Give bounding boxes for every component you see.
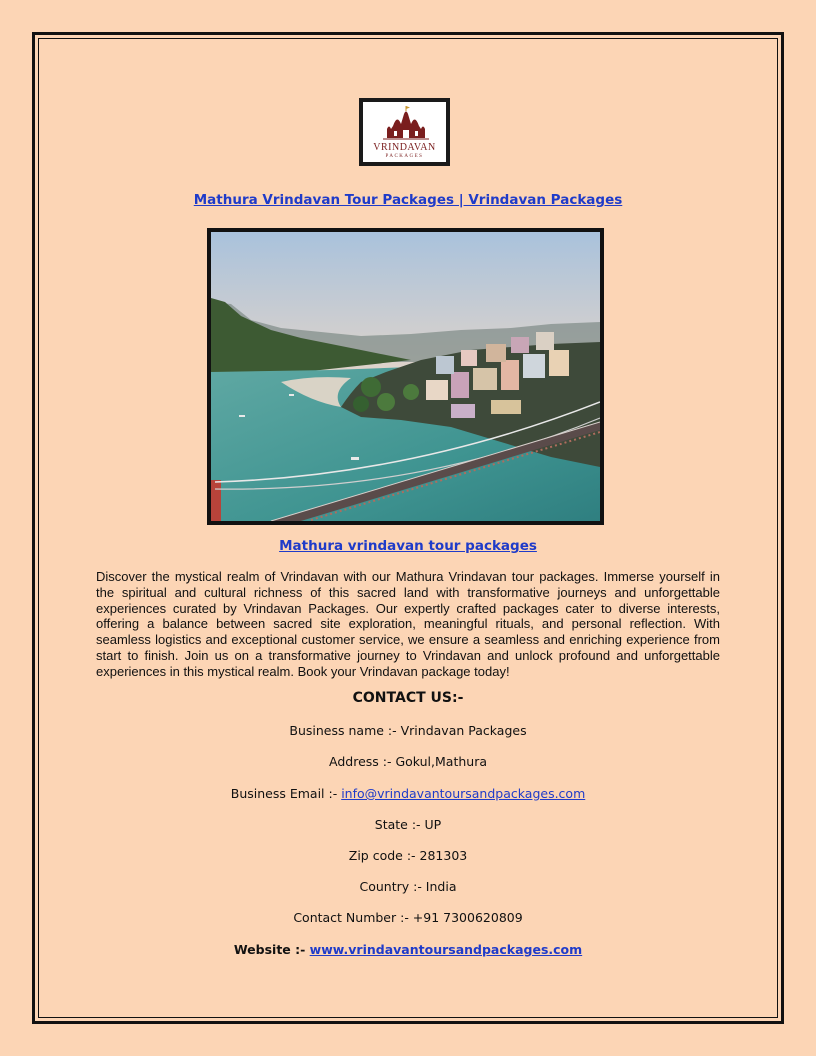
website-label: Website :- [233,942,310,957]
email-link[interactable]: info@vrindavantoursandpackages.com [341,786,586,801]
state-line: State :- UP [374,817,442,832]
section-subtitle-link[interactable]: Mathura vrindavan tour packages [279,538,537,554]
logo-tagline: PACKAGES [385,154,424,159]
vrindavan-logo [359,98,450,166]
description-paragraph: Discover the mystical realm of Vrindavan with our Mathura Vrindavan tour packages. Immerse yourself in the spiritual and cultural richness of this sacred land with transformative journeys and unforgettable experiences curated by Vrindavan Packages. Our expertly crafted packages cater to diverse interests, offering a balance between sacred site exploration, meaningful rituals, and personal reflection. With seamless logistics and exceptional customer service, we ensure a seamless and enriching experience from start to finish. Join us on a transformative journey to Vrindavan and unlock profound and unforgettable experiences in this mystical realm. Book your Vrindavan package today! [96,569,720,679]
email-line [0,786,816,801]
zip-line: Zip code :- 281303 [348,848,468,863]
website-line [0,942,816,957]
landscape-image [211,232,600,521]
business-name-line: Business name :- Vrindavan Packages [289,723,527,738]
river-bridge-photo [207,228,604,525]
page-title-link[interactable]: Mathura Vrindavan Tour Packages | Vrindavan Packages [193,192,623,208]
email-label: Business Email :- [230,786,342,801]
page-border-inner [38,38,778,1018]
address-line: Address :- Gokul,Mathura [329,754,487,769]
country-line: Country :- India [359,879,457,894]
temple-icon [363,102,446,142]
phone-line: Contact Number :- +91 7300620809 [293,910,523,925]
website-link[interactable]: www.vrindavantoursandpackages.com [309,942,583,957]
logo-wordmark: VRINDAVAN [373,142,436,153]
contact-heading: CONTACT US:- [352,690,464,706]
